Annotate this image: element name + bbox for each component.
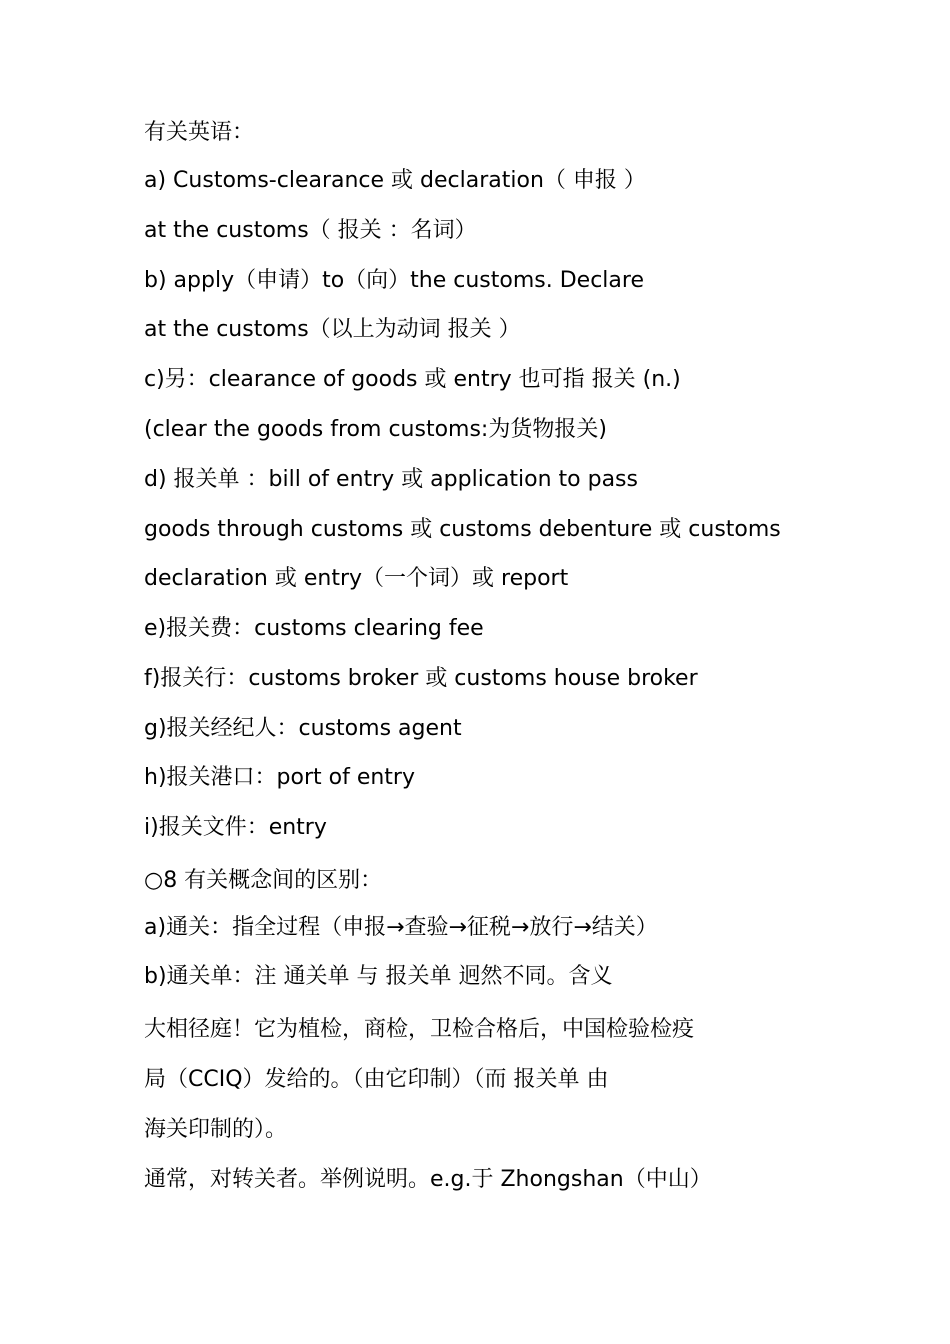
text-line-clear-the-goods: (clear the goods from customs:为货物报关) (144, 417, 607, 442)
text-line-at-the-customs-verb: at the customs（以上为动词 报关 ） (144, 317, 521, 342)
text-line-goods-through-customs: goods through customs 或 customs debenture 或 customs (144, 517, 781, 542)
text-line-i-entry: i)报关文件：entry (144, 815, 327, 840)
heading-related-english: 有关英语： (144, 120, 255, 145)
text-line-b-clearance-form: b)通关单：注 通关单 与 报关单 迥然不同。含义 (144, 964, 613, 989)
text-line-b-apply: b) apply（申请）to（向）the customs. Declare (144, 268, 644, 293)
text-line-customs-printed: 海关印制的）。 (144, 1117, 288, 1142)
text-line-a-customs-clearance: a) Customs-clearance 或 declaration（ 申报 ） (144, 168, 646, 193)
text-line-cciq: 局（CCIQ）发给的。（由它印制）（而 报关单 由 (144, 1067, 609, 1092)
text-line-a-clearance-process: a)通关：指全过程（申报→查验→征税→放行→结关） (144, 915, 658, 940)
text-line-inspection: 大相径庭！它为植检，商检，卫检合格后，中国检验检疫 (144, 1017, 695, 1042)
heading-concept-differences: ○8 有关概念间的区别： (144, 868, 383, 893)
text-line-f-customs-broker: f)报关行：customs broker 或 customs house broker (144, 666, 698, 691)
text-line-e-clearing-fee: e)报关费：customs clearing fee (144, 616, 484, 641)
text-line-d-bill-of-entry: d) 报关单 ：bill of entry 或 application to pass (144, 467, 638, 492)
text-line-h-port-of-entry: h)报关港口：port of entry (144, 765, 415, 790)
text-line-c-clearance-of-goods: c)另：clearance of goods 或 entry 也可指 报关 (n.) (144, 367, 681, 392)
text-line-declaration-or-entry: declaration 或 entry（一个词）或 report (144, 566, 569, 591)
text-line-at-the-customs-noun: at the customs（ 报关 ：名词） (144, 218, 477, 243)
text-line-g-customs-agent: g)报关经纪人：customs agent (144, 716, 462, 741)
text-line-example-zhongshan: 通常，对转关者。举例说明。e.g.于 Zhongshan（中山） (144, 1167, 712, 1192)
